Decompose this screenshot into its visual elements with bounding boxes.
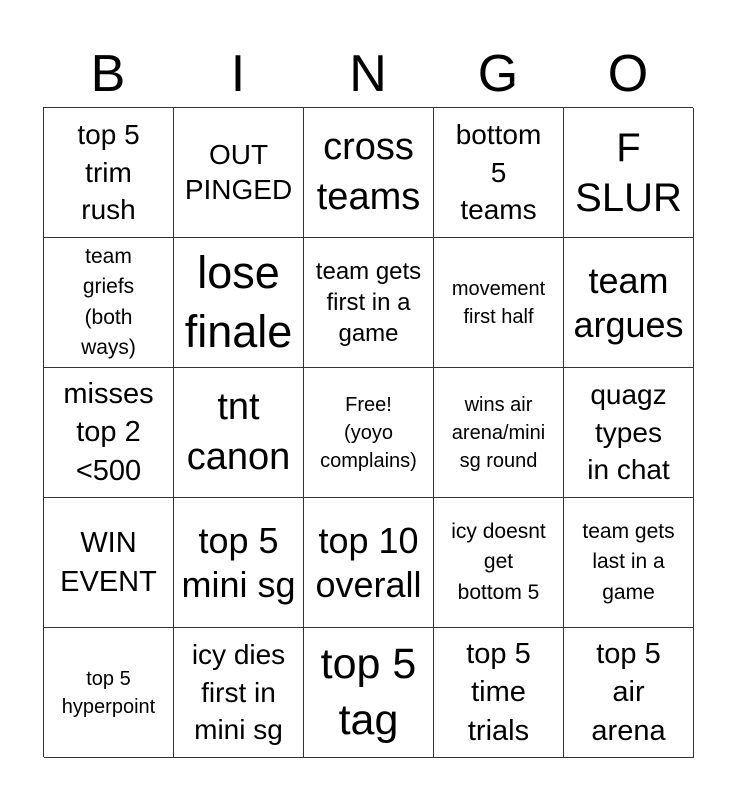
bingo-cell-text: quagz types in chat [587, 378, 670, 486]
bingo-cell[interactable] [174, 628, 304, 758]
bingo-cell[interactable] [304, 108, 434, 238]
bingo-cell-text: wins air arena/mini sg round [451, 393, 546, 472]
bingo-cell[interactable] [434, 498, 564, 628]
bingo-cell-text: top 5 mini sg [181, 519, 296, 605]
bingo-cell[interactable] [174, 368, 304, 498]
bingo-cell[interactable] [44, 498, 174, 628]
bingo-cell-text: top 5 trim rush [77, 118, 140, 226]
bingo-cell-text: top 10 overall [315, 519, 422, 605]
bingo-cell[interactable] [174, 498, 304, 628]
bingo-cell-text: cross teams [316, 126, 421, 218]
header-letter-i: I [230, 45, 246, 103]
bingo-cell[interactable] [564, 628, 694, 758]
bingo-cell-text: F SLUR [575, 125, 682, 220]
bingo-cell-text: top 5 air arena [591, 638, 666, 747]
bingo-header [43, 44, 693, 104]
bingo-cell[interactable] [564, 238, 694, 368]
bingo-cell-text: WIN EVENT [60, 527, 157, 598]
bingo-cell[interactable] [564, 498, 694, 628]
bingo-cell-text: top 5 hyperpoint [61, 667, 156, 718]
bingo-cell[interactable] [434, 238, 564, 368]
bingo-cell[interactable] [174, 108, 304, 238]
bingo-cell-text: icy dies first in mini sg [191, 638, 286, 746]
header-letter-n: N [349, 45, 387, 103]
bingo-board [43, 107, 693, 757]
bingo-cell[interactable] [304, 628, 434, 758]
bingo-cell-text: team argues [573, 259, 684, 345]
bingo-cell-text: tnt canon [186, 386, 291, 478]
bingo-cell-text: team gets last in a game [582, 519, 675, 604]
bingo-cell[interactable] [44, 628, 174, 758]
header-letter-b: B [90, 45, 126, 103]
bingo-cell-text: Free! (yoyo complains) [320, 393, 417, 472]
bingo-cell-text: icy doesnt get bottom 5 [451, 519, 546, 604]
bingo-cell[interactable] [564, 368, 694, 498]
bingo-cell-text: OUT PINGED [184, 139, 293, 205]
bingo-cell-text: team gets first in a game [315, 257, 422, 348]
bingo-cell[interactable] [174, 238, 304, 368]
bingo-cell[interactable] [434, 108, 564, 238]
bingo-cell-text: bottom 5 teams [455, 118, 542, 226]
bingo-cell[interactable] [434, 368, 564, 498]
bingo-cell[interactable] [44, 368, 174, 498]
header-letter-o: O [607, 45, 649, 103]
bingo-cell[interactable] [44, 108, 174, 238]
header-letter-g: G [477, 45, 519, 103]
bingo-cell[interactable] [304, 498, 434, 628]
bingo-cell-text: lose finale [184, 247, 293, 357]
bingo-cell-text: top 5 tag [320, 639, 417, 744]
bingo-cell-text: movement first half [451, 277, 546, 328]
bingo-cell[interactable] [564, 108, 694, 238]
bingo-cell-text: top 5 time trials [466, 638, 531, 747]
bingo-cell-text: team griefs (both ways) [81, 244, 136, 359]
bingo-cell[interactable] [434, 628, 564, 758]
bingo-free-space[interactable] [304, 368, 434, 498]
bingo-cell[interactable] [44, 238, 174, 368]
bingo-cell[interactable] [304, 238, 434, 368]
bingo-cell-text: misses top 2 <500 [63, 378, 154, 487]
